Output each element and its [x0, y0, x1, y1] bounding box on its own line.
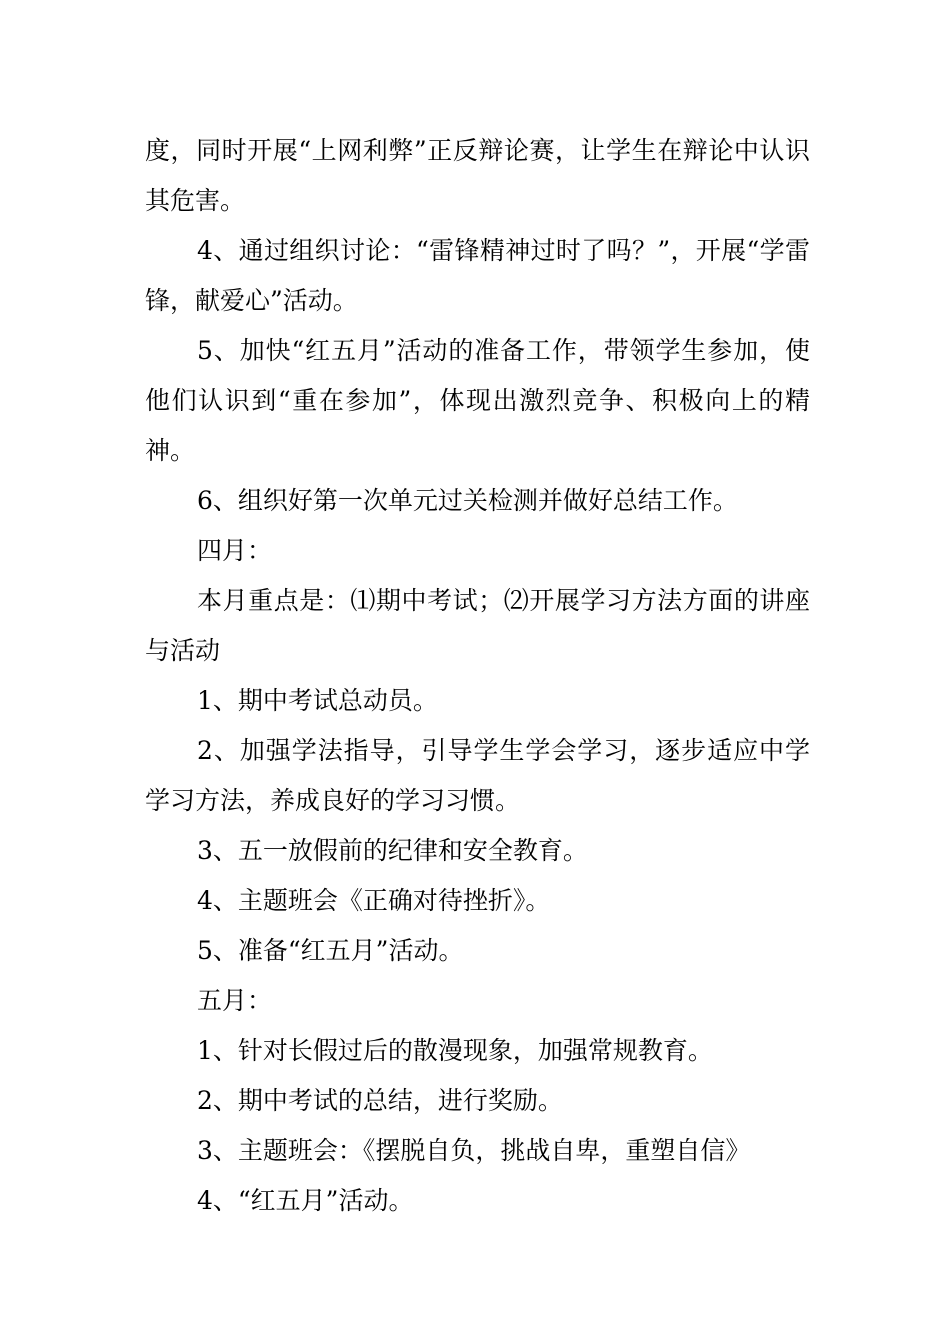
- document-body: [145, 126, 810, 1226]
- paragraph-item-5-red-may-prep: 5、加快“红五月”活动的准备工作，带领学生参加，使他们认识到“重在参加”，体现出激烈竞争、积极向上的精神。: [145, 336, 810, 465]
- paragraph-april-item-5: 5、准备“红五月”活动。: [197, 936, 464, 965]
- paragraph-continuation: 度，同时开展“上网利弊”正反辩论赛，让学生在辩论中认识其危害。: [145, 136, 810, 215]
- paragraph-item-4-discussion: 4、通过组织讨论：“雷锋精神过时了吗？”，开展“学雷锋，献爱心”活动。: [145, 236, 810, 315]
- paragraph-april-focus: 本月重点是：⑴期中考试；⑵开展学习方法方面的讲座与活动: [145, 586, 810, 665]
- paragraph-april-item-1: 1、期中考试总动员。: [197, 686, 438, 715]
- paragraph-april-item-3: 3、五一放假前的纪律和安全教育。: [197, 836, 588, 865]
- paragraph-april-item-2: 2、加强学法指导，引导学生学会学习，逐步适应中学学习方法，养成良好的学习习惯。: [145, 736, 810, 815]
- paragraph-may-item-1: 1、针对长假过后的散漫现象，加强常规教育。: [197, 1036, 713, 1065]
- paragraph-april-item-4: 4、主题班会《正确对待挫折》。: [197, 886, 551, 915]
- paragraph-may-item-3: 3、主题班会：《摆脱自负，挑战自卑，重塑自信》: [197, 1136, 751, 1165]
- paragraph-item-6-unit-test: 6、组织好第一次单元过关检测并做好总结工作。: [197, 486, 738, 515]
- section-heading-may: 五月：: [197, 986, 273, 1015]
- paragraph-may-item-4: 4、“红五月”活动。: [197, 1186, 414, 1215]
- paragraph-may-item-2: 2、期中考试的总结，进行奖励。: [197, 1086, 563, 1115]
- section-heading-april: 四月：: [197, 536, 273, 565]
